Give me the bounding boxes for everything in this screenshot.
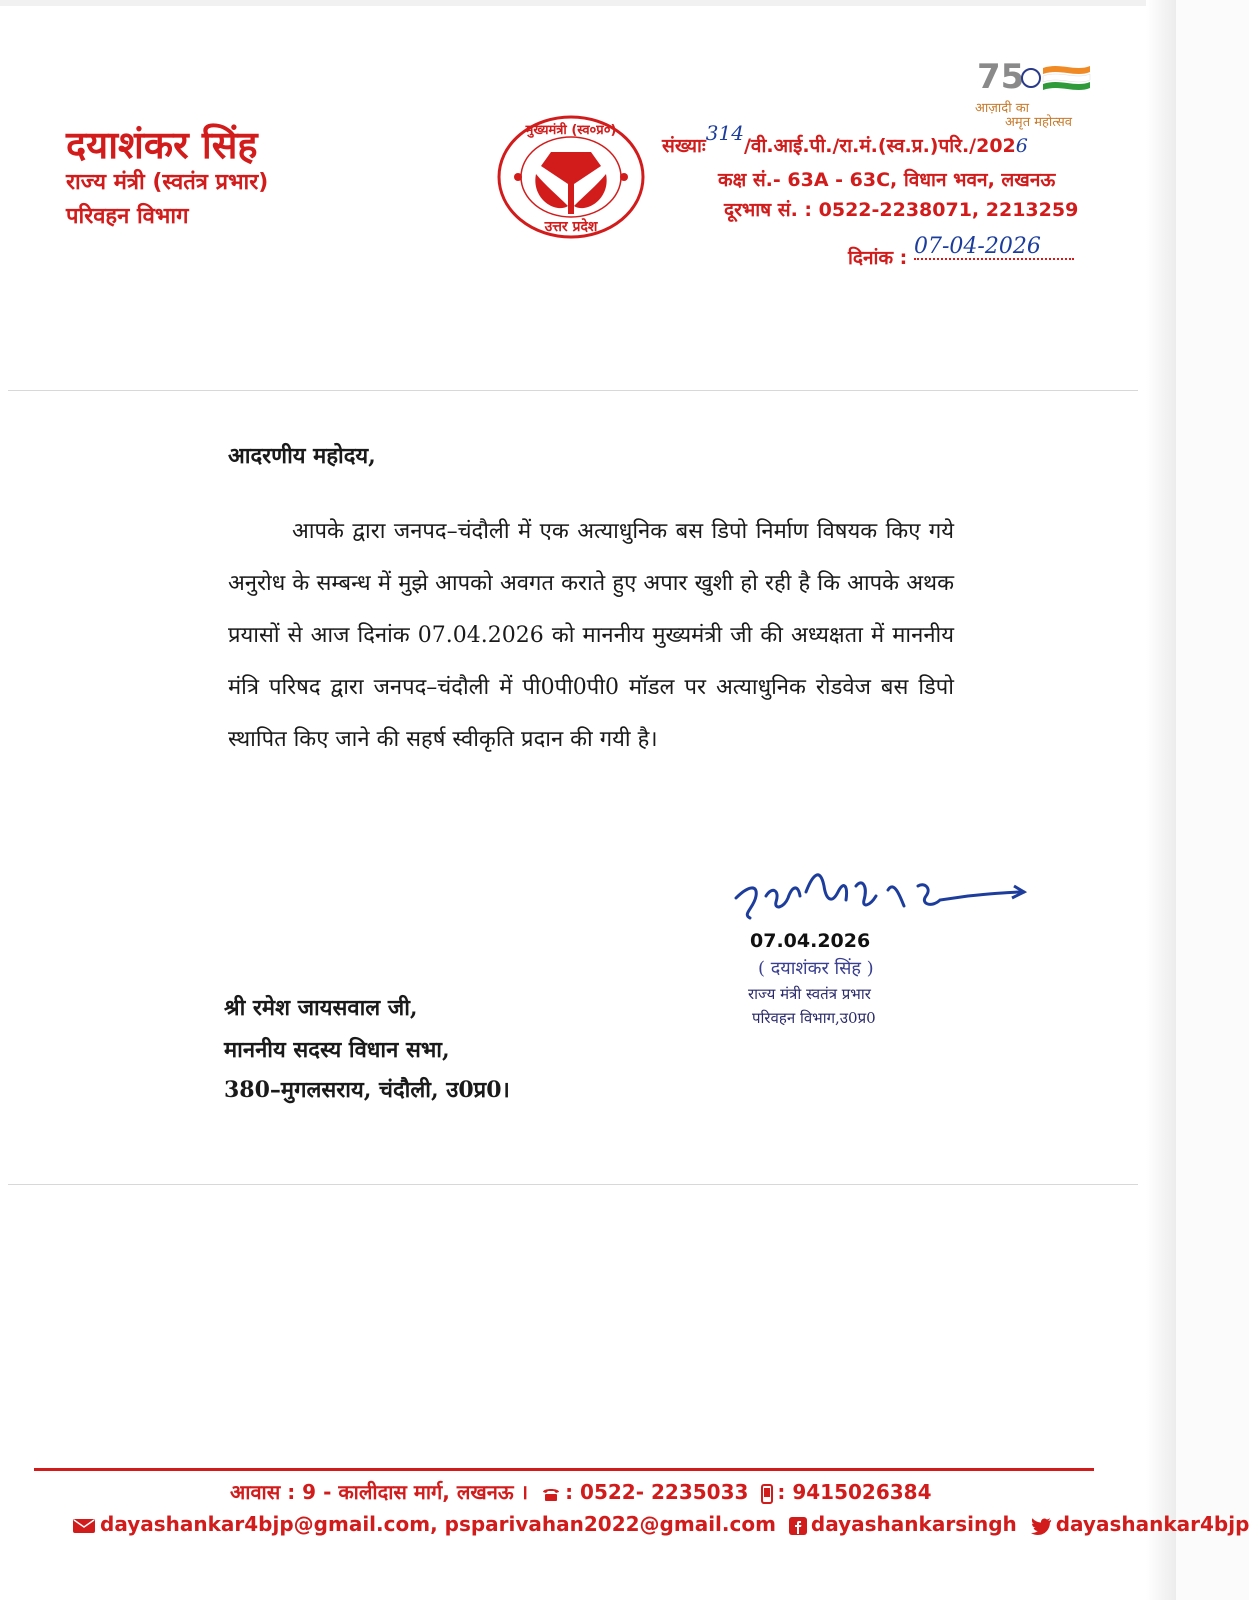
signatory-designation: राज्य मंत्री स्वतंत्र प्रभार	[748, 985, 871, 1003]
seal-bottom-text: उत्तर प्रदेश	[544, 219, 598, 235]
minister-department: परिवहन विभाग	[66, 204, 189, 229]
minister-designation: राज्य मंत्री (स्वतंत्र प्रभार)	[66, 170, 269, 195]
office-room: कक्ष सं.- 63A - 63C, विधान भवन, लखनऊ	[718, 169, 1056, 191]
amrit-line2: अमृत महोत्सव	[1005, 115, 1073, 130]
telephone-icon	[541, 1486, 561, 1502]
mobile-number: : 9415026384	[777, 1480, 932, 1504]
recipient-title: माननीय सदस्य विधान सभा,	[224, 1037, 450, 1063]
letter-body: आपके द्वारा जनपद–चंदौली में एक अत्याधुनिक बस डिपो निर्माण विषयक किए गये अनुरोध के सम्बन्ध में मुझे आपको अवगत कराते हुए अपार खुशी हो रही है कि आपके अथक प्रयासों से आज दिनांक 07.04.2026 को माननीय मुख्यमंत्री जी की अध्यक्षता में माननीय मंत्रि परिषद द्वारा जनपद–चंदौली में पी0पी0पी0 मॉडल पर अत्याधुनिक रोडवेज बस डिपो स्थापित किए जाने की सहर्ष स्वीकृति प्रदान की गयी है।	[228, 519, 954, 752]
email-addresses[interactable]: dayashankar4bjp@gmail.com, psparivahan2022@gmail.com	[100, 1512, 776, 1536]
fold-line-top	[8, 390, 1138, 391]
date-label: दिनांक :	[848, 247, 908, 269]
footer-divider	[34, 1468, 1094, 1471]
landline-number: : 0522- 2235033	[565, 1480, 749, 1504]
minister-name: दयाशंकर सिंह	[66, 122, 258, 167]
amrit-line1: आज़ादी का	[975, 101, 1030, 116]
amrit-number: 75	[977, 57, 1025, 97]
mobile-phone-icon	[761, 1484, 773, 1504]
residence-address: आवास : 9 - कालीदास मार्ग, लखनऊ ।	[230, 1480, 529, 1504]
office-phone: दूरभाष सं. : 0522-2238071, 2213259	[724, 199, 1079, 221]
recipient-name: श्री रमेश जायसवाल जी,	[224, 995, 418, 1021]
up-government-seal-icon	[496, 114, 646, 240]
paper-edge-top	[0, 0, 1176, 6]
footer-contact-row	[230, 1478, 932, 1505]
seal-top-text: मुख्यमंत्री (स्व०प्र०)	[525, 123, 617, 138]
footer-online-row	[66, 1512, 1249, 1536]
signatory-department: परिवहन विभाग,उ0प्र0	[752, 1009, 876, 1027]
recipient-constituency: 380–मुगलसराय, चंदौली, उ0प्र0।	[224, 1077, 510, 1103]
facebook-handle[interactable]: dayashankarsingh	[810, 1512, 1017, 1536]
salutation: आदरणीय महोदय,	[228, 443, 376, 469]
reference-label: संख्याः	[662, 135, 706, 157]
facebook-icon	[789, 1517, 807, 1535]
signature-date: 07.04.2026	[750, 930, 871, 952]
handwritten-signature-icon	[728, 856, 1028, 936]
signatory-name: ( दयाशंकर सिंह )	[758, 958, 874, 979]
reference-number-handwritten: 314	[705, 121, 744, 145]
reference-number-row	[662, 121, 1028, 158]
email-icon	[72, 1518, 96, 1534]
twitter-handle[interactable]: dayashankar4bjp	[1055, 1512, 1249, 1536]
twitter-icon	[1030, 1517, 1052, 1535]
date-handwritten: 07-04-2026	[914, 234, 1041, 259]
reference-year-handwritten: 6	[1015, 135, 1028, 157]
paper-edge-right	[1146, 0, 1176, 1600]
fold-line-bottom	[8, 1184, 1138, 1185]
reference-code: /वी.आई.पी./रा.मं.(स्व.प्र.)परि./202	[743, 135, 1016, 157]
